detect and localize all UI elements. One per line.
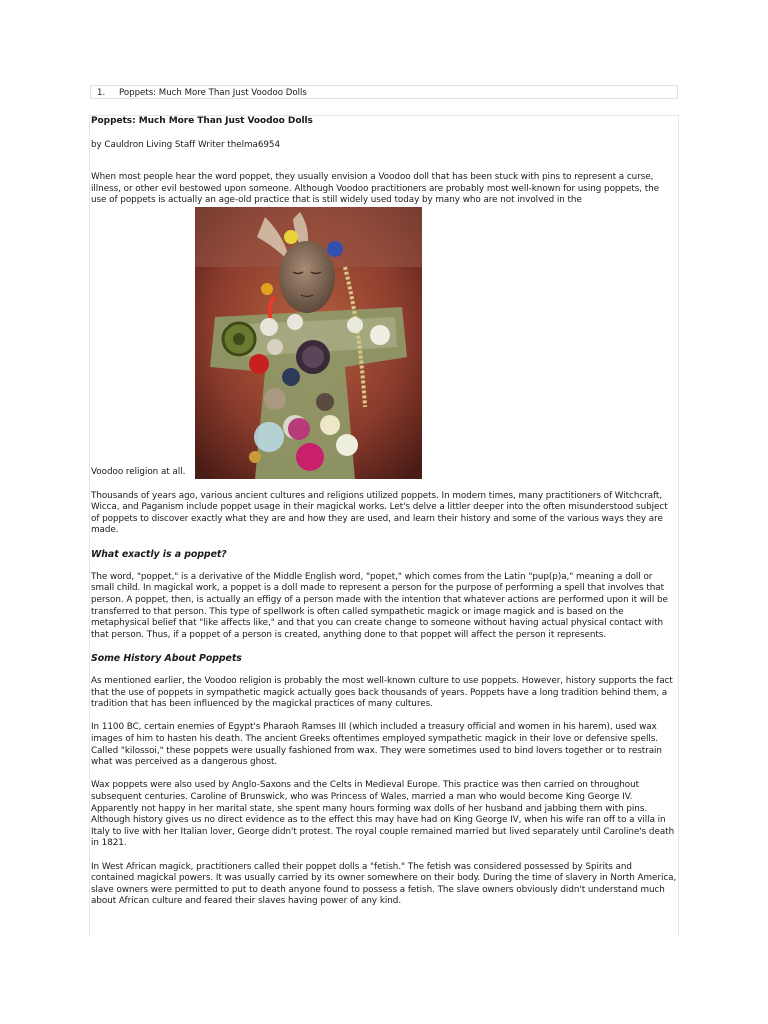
- poppet-photo: [195, 207, 422, 479]
- section-heading-1: What exactly is a poppet?: [91, 548, 227, 560]
- figure-block: [91, 207, 677, 479]
- toc-number: 1.: [97, 88, 106, 98]
- toc-link[interactable]: Poppets: Much More Than Just Voodoo Dolls: [119, 88, 307, 98]
- table-of-contents: [90, 85, 678, 99]
- paragraph-2: Thousands of years ago, various ancient cultures and religions utilized poppets. In modern times, many practitioners of Witchcraft, Wicca, and Paganism include poppet usage in their magickal works. Let's delve a littler deeper into the often misunderstood subject of poppets to discover exactly what they are and how they are used, and learn their history and some of the various ways they are made.: [91, 490, 668, 536]
- paragraph-4: As mentioned earlier, the Voodoo religion is probably the most well-known culture to use poppets. However, history supports the fact that the use of poppets in sympathetic magick actually goes back thousands of years. Poppets have a long tradition behind them, a tradition that has been influenced by the magickal practices of many cultures.: [91, 676, 673, 710]
- article-title: Poppets: Much More Than Just Voodoo Dolls: [91, 116, 313, 126]
- paragraph-5: In 1100 BC, certain enemies of Egypt's Pharaoh Ramses III (which included a treasury official and women in his harem), used wax images of him to hasten his death. The ancient Greeks oftentimes employed sympathetic magick in their love or defensive spells. Called "kilossoi," these poppets were usually fashioned from wax. They were sometimes used to bind lovers together or to restrain what was perceived as a dangerous ghost.: [91, 722, 662, 768]
- paragraph-6: Wax poppets were also used by Anglo-Saxons and the Celts in Medieval Europe. This practice was then carried on throughout subsequent centuries. Caroline of Brunswick, who was Princess of Wales, married a man who would become King George IV. Apparently not happy in her marital state, she spent many hours forming wax dolls of her husband and jabbing them with pins. Although history gives us no direct evidence as to the effect this may have had on King George IV, when his wife ran off to a villa in Italy to live with her Italian lover, George didn't protest. The royal couple remained married but lived separately until Caroline's death in 1821.: [91, 780, 675, 849]
- intro-paragraph: When most people hear the word poppet, they usually envision a Voodoo doll that has been stuck with pins to represent a curse, illness, or other evil bestowed upon someone. Although Voodoo practitioners are probably most well-known for using poppets, the use of poppets is actually an age-old practice that is still widely used today by many who are not involved in the: [91, 172, 660, 206]
- paragraph-7: In West African magick, practitioners called their poppet dolls a "fetish." The fetish was considered possessed by Spirits and contained magickal powers. It was usually carried by its owner somewhere on their body. During the time of slavery in North America, slave owners were permitted to put to death anyone found to possess a fetish. The slave owners obviously didn't understand much about African culture and feared their slaves having power of any kind.: [91, 861, 677, 907]
- paragraph-3: The word, "poppet," is a derivative of the Middle English word, "popet," which comes from the Latin "pup(p)a," meaning a doll or small child. In magickal work, a poppet is a doll made to represent a person for the purpose of performing a spell that involves that person. A poppet, then, is actually an effigy of a person made with the intention that whatever actions are performed upon it will be transferred to that person. This type of spellwork is often called sympathetic magick or image magick and is based on the metaphysical belief that "like affects like," and that you can create change to someone without having actual physical contact with that person. Thus, if a poppet of a person is created, anything done to that poppet will affect the person it represents.: [91, 571, 668, 640]
- article-byline: by Cauldron Living Staff Writer thelma6954: [91, 139, 281, 150]
- article-content: [91, 116, 677, 920]
- section-heading-2: Some History About Poppets: [91, 652, 242, 664]
- intro-paragraph-tail: Voodoo religion at all.: [91, 467, 186, 478]
